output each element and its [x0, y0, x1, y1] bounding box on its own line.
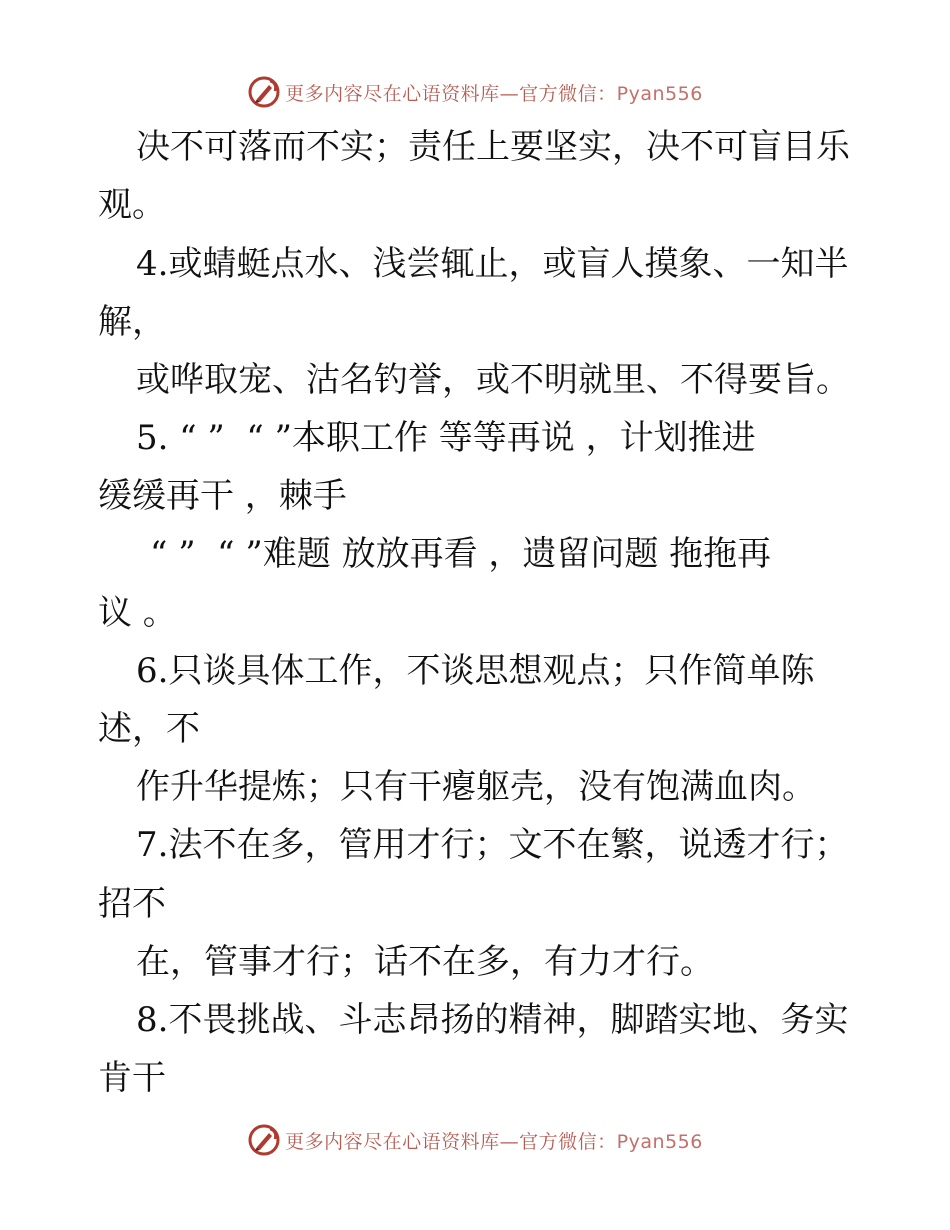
text-line: 8.不畏挑战、斗志昂扬的精神，脚踏实地、务实 [136, 1000, 849, 1040]
text-line: 5. “ ” “ ”本职工作 等等再说 ，计划推进 [136, 418, 756, 458]
text-line: 或哗取宠、沽名钓誉，或不明就里、不得要旨。 [136, 360, 850, 400]
banner-text: 更多内容尽在心语资料库—官方微信：Pyan556 [285, 1130, 703, 1153]
wechat-id: Pyan556 [616, 1130, 703, 1153]
text-line: 述，不 [98, 709, 200, 749]
wechat-id: Pyan556 [616, 82, 703, 105]
footer-banner [0, 1120, 950, 1160]
text-line: “ ” “ ”难题 放放再看 ，遗留问题 拖拖再 [150, 534, 772, 574]
text-line: 观。 [98, 185, 166, 225]
text-line: 6.只谈具体工作，不谈思想观点；只作简单陈 [136, 651, 815, 691]
banner-text: 更多内容尽在心语资料库—官方微信：Pyan556 [285, 82, 703, 105]
pen-logo-icon [247, 1123, 281, 1157]
pen-logo-icon [247, 75, 281, 109]
text-line: 在，管事才行；话不在多，有力才行。 [136, 942, 714, 982]
text-line: 7.法不在多，管用才行；文不在繁，说透才行； [136, 825, 849, 865]
text-line: 缓缓再干 ，棘手 [98, 476, 347, 516]
text-line: 4.或蜻蜓点水、浅尝辄止，或盲人摸象、一知半 [136, 244, 849, 284]
text-line: 解， [98, 302, 166, 342]
text-line: 肯干 [98, 1058, 166, 1098]
text-line: 招不 [98, 884, 166, 924]
text-line: 作升华提炼；只有干瘪躯壳，没有饱满血肉。 [136, 767, 816, 807]
text-line: 决不可落而不实；责任上要坚实，决不可盲目乐 [136, 127, 850, 167]
text-line: 议 。 [98, 593, 177, 633]
header-banner [0, 72, 950, 112]
